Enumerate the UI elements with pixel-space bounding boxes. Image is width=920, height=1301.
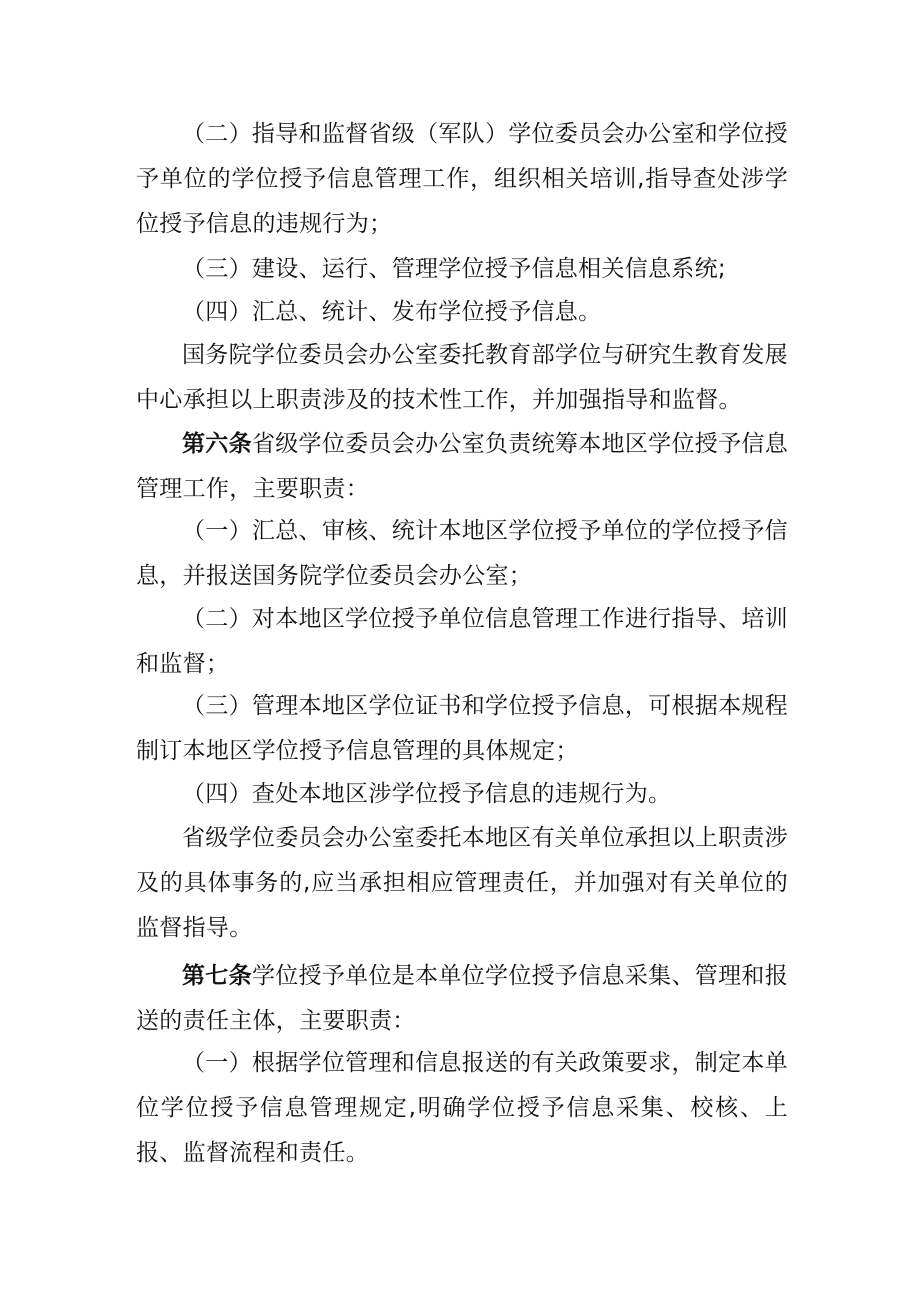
paragraph-text: 国务院学位委员会办公室委托教育部学位与研究生教育发展中心承担以上职责涉及的技术性工作，并加强指导和监督。 [136, 342, 788, 413]
paragraph-text: （三）建设、运行、管理学位授予信息相关信息系统; [182, 256, 726, 282]
paragraph-duty-4 [136, 290, 788, 335]
paragraph-text: 省级学位委员会办公室负责统筹本地区学位授予信息管理工作，主要职责： [136, 431, 789, 502]
article-6-item-4 [136, 772, 788, 817]
paragraph-duty-2 [136, 112, 788, 247]
paragraph-text: （四）查处本地区涉学位授予信息的违规行为。 [182, 781, 672, 807]
paragraph-text: （四）汇总、统计、发布学位授予信息。 [182, 299, 602, 325]
paragraph-text: 省级学位委员会办公室委托本地区有关单位承担以上职责涉及的具体事务的,应当承担相应管理责任，并加强对有关单位的监督指导。 [136, 825, 788, 941]
paragraph-text: （三）管理本地区学位证书和学位授予信息，可根据本规程制订本地区学位授予信息管理的具体规定； [136, 693, 788, 764]
article-6-item-1 [136, 509, 788, 599]
article-6-item-2 [136, 597, 788, 687]
article-number: 第七条 [182, 963, 252, 989]
article-7 [136, 954, 788, 1044]
paragraph-text: （一）根据学位管理和信息报送的有关政策要求，制定本单位学位授予信息管理规定,明确学位授予信息采集、校核、上报、监督流程和责任。 [136, 1050, 788, 1166]
paragraph-duty-3 [136, 247, 788, 292]
paragraph-text: （二）对本地区学位授予单位信息管理工作进行指导、培训和监督； [136, 606, 788, 677]
paragraph-text: 学位授予单位是本单位学位授予信息采集、管理和报送的责任主体，主要职责： [136, 963, 789, 1034]
article-6 [136, 422, 788, 512]
paragraph-delegation [136, 333, 788, 423]
paragraph-text: （一）汇总、审核、统计本地区学位授予单位的学位授予信息，并报送国务院学位委员会办公室； [136, 518, 788, 589]
paragraph-provincial-delegation [136, 816, 788, 951]
paragraph-text: （二）指导和监督省级（军队）学位委员会办公室和学位授予单位的学位授予信息管理工作，组织相关培训,指导查处涉学位授予信息的违规行为； [136, 121, 788, 237]
article-7-item-1 [136, 1041, 788, 1176]
article-number: 第六条 [182, 431, 252, 457]
article-6-item-3 [136, 684, 788, 774]
